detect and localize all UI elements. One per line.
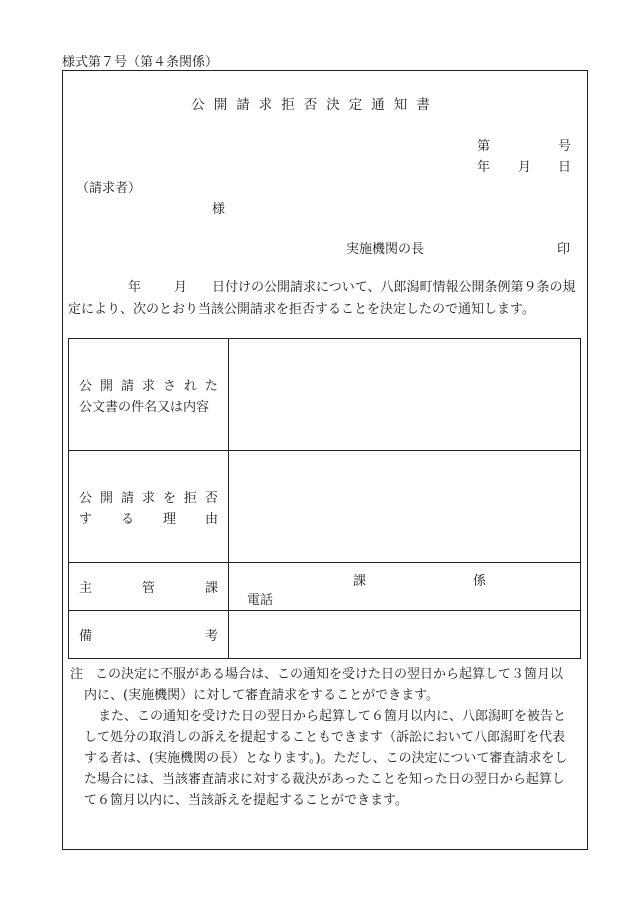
subject-label-line1 — [79, 375, 218, 394]
remarks-label — [79, 625, 218, 644]
intro-month: 月 — [174, 280, 188, 295]
label-char: 課 — [204, 581, 218, 596]
number-suffix: 号 — [558, 139, 572, 154]
phone-label: 電話 — [247, 593, 274, 608]
issuer-label: 実施機関の長 — [346, 242, 425, 257]
label-char: 拒 — [183, 490, 197, 506]
label-char: 公 — [79, 378, 93, 394]
notes-section — [70, 664, 580, 811]
section-label: 課 — [353, 574, 367, 589]
subsection-label: 係 — [473, 574, 487, 589]
notes-p2-line1: また、この通知を受けた日の翌日から起算して６箇月以内に、八郎潟町を被告と — [98, 709, 567, 724]
label-char: 求 — [141, 490, 155, 506]
label-char: す — [79, 511, 93, 527]
remarks-value-cell[interactable] — [229, 611, 581, 659]
label-char: 開 — [99, 378, 113, 394]
label-char: 否 — [204, 490, 218, 506]
label-char: 理 — [162, 511, 176, 527]
reason-label-cell — [69, 451, 229, 563]
table-row — [69, 451, 581, 563]
subject-label-cell — [69, 339, 229, 451]
table-row — [69, 611, 581, 659]
label-char: 主 — [79, 581, 93, 596]
requester-honorific: 様 — [212, 202, 226, 217]
date-month: 月 — [518, 160, 532, 175]
label-char: 公 — [79, 490, 93, 506]
label-char: る — [120, 511, 134, 527]
decision-table — [68, 338, 581, 659]
table-row — [69, 563, 581, 611]
label-char: 求 — [141, 378, 155, 394]
intro-year: 年 — [128, 280, 142, 295]
document-title: 公開請求拒否決定通知書 — [191, 97, 439, 113]
requester-label: （請求者） — [76, 181, 142, 196]
reason-value-cell[interactable] — [229, 451, 581, 563]
label-char: 考 — [204, 629, 218, 644]
label-char: を — [162, 490, 176, 506]
form-label: 様式第７号（第４条関係） — [62, 55, 219, 70]
intro-line2: 定により、次のとおり当該公開請求を拒否することを決定したので通知します。 — [68, 302, 535, 317]
intro-line1: 日付けの公開請求について、八郎潟町情報公開条例第９条の規 — [212, 280, 576, 295]
table-row — [69, 339, 581, 451]
date-year: 年 — [477, 160, 491, 175]
number-prefix: 第 — [477, 139, 491, 154]
label-char: 請 — [120, 490, 134, 506]
department-value-cell[interactable] — [229, 563, 581, 611]
notes-p1-line1: この決定に不服がある場合は、この通知を受けた日の翌日から起算して３箇月以 — [95, 667, 564, 682]
seal-mark: 印 — [557, 242, 571, 257]
subject-label-line2: 公文書の件名又は内容 — [79, 399, 210, 415]
department-label — [79, 577, 218, 596]
department-label-cell — [69, 563, 229, 611]
label-char: 由 — [204, 511, 218, 527]
notes-marker: 注 — [70, 667, 84, 682]
label-char: さ — [162, 378, 176, 394]
subject-value-cell[interactable] — [229, 339, 581, 451]
notes-p1-line2: 内に、(実施機関）に対して審査請求をすることができます。 — [84, 688, 440, 703]
label-char: 備 — [79, 629, 93, 644]
label-char: 開 — [99, 490, 113, 506]
notes-p2-line2: して処分の取消しの訴えを提起することもできます（訴訟において八郎潟町を代表 — [84, 730, 566, 745]
label-char: た — [204, 378, 218, 394]
label-char: 管 — [141, 581, 155, 596]
remarks-label-cell — [69, 611, 229, 659]
label-char: 請 — [120, 378, 134, 394]
date-day: 日 — [558, 160, 572, 175]
intro-paragraph — [68, 277, 580, 321]
notes-p2-line4: た場合には、当該審査請求に対する裁決があったことを知った日の翌日から起算し — [84, 772, 565, 787]
reason-label-line1 — [79, 487, 218, 506]
notes-p2-line3: する者は、(実施機関の長）となります。)。ただし、この決定について審査請求をし — [84, 751, 568, 766]
reason-label-line2 — [79, 508, 218, 527]
label-char: れ — [183, 378, 197, 394]
notes-p2-line5: て６箇月以内に、当該訴えを提起することができます。 — [84, 793, 408, 808]
